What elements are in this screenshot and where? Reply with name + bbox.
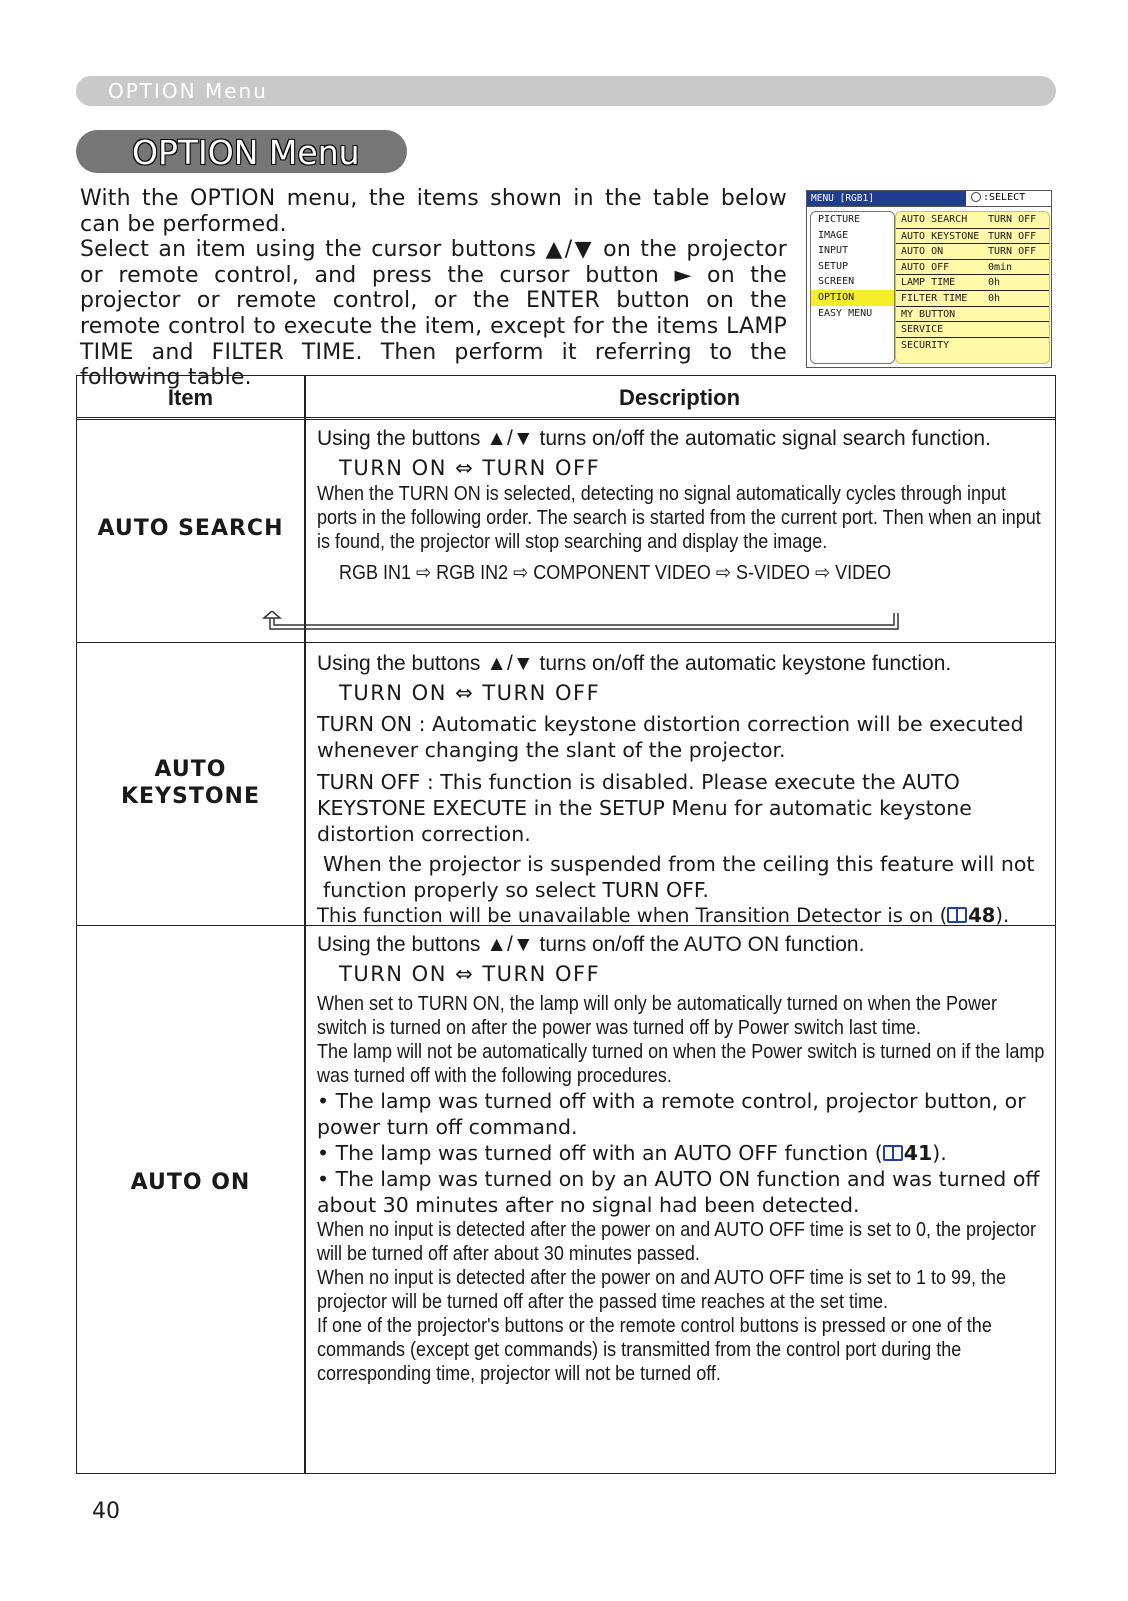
- item-auto-keystone: [77, 756, 304, 810]
- osd-left-item: INPUT: [818, 245, 849, 257]
- auto-search-sequence: RGB IN1 ⇨ RGB IN2 ⇨ COMPONENT VIDEO ⇨ S-VIDEO ⇨ VIDEO: [339, 562, 892, 584]
- osd-right-item: [896, 259, 1049, 275]
- auto-on-note-3: When no input is detected after the power on and AUTO OFF time is set to 0, the projector will be turned off after about 30 minutes passed.: [317, 1219, 1037, 1265]
- osd-item-name: AUTO KEYSTONE: [901, 230, 980, 242]
- osd-right-item: [896, 321, 1049, 337]
- table-row-auto-search: [77, 420, 1055, 642]
- item-auto-keystone-line2: KEYSTONE: [120, 784, 260, 809]
- osd-item-name: LAMP TIME: [901, 277, 956, 289]
- desc-auto-keystone: [317, 649, 1047, 929]
- osd-top-bar: [807, 191, 1051, 207]
- auto-on-lead: Using the buttons ▲/▼ turns on/off the AUTO ON function.: [317, 933, 865, 956]
- auto-keystone-lead: Using the buttons ▲/▼ turns on/off the automatic keystone function.: [317, 652, 952, 675]
- auto-keystone-toggle: TURN ON ⇔ TURN OFF: [339, 681, 601, 705]
- osd-right-item: [896, 228, 1049, 244]
- option-table: [76, 375, 1056, 1474]
- osd-menu-label: MENU [RGB1]: [807, 191, 966, 206]
- intro-paragraph-2: Select an item using the cursor buttons ▲/▼ on the projector or remote control, and press the cursor button ► on the projector or remote control, or the ENTER button on the remote control to execute the item, except for the items LAMP TIME and FILTER TIME. Then perform it referring to the following table.: [80, 237, 787, 391]
- auto-on-note-2: The lamp will not be automatically turned on when the Power switch is turned on if the lamp was turned off with the following procedures.: [317, 1041, 1045, 1087]
- osd-left-item: EASY MENU: [818, 307, 873, 319]
- auto-keystone-turn-on: TURN ON : Automatic keystone distortion correction will be executed whenever changing the slant of the projector.: [317, 712, 1024, 762]
- auto-on-note-1: When set to TURN ON, the lamp will only be automatically turned on when the Power switch is turned on after the power was turned off by Power switch last time.: [317, 993, 997, 1039]
- book-icon: [947, 907, 967, 923]
- select-dial-icon: [971, 192, 981, 202]
- auto-on-bullet-3: • The lamp was turned on by an AUTO ON function and was turned off about 30 minutes after no signal had been detected.: [317, 1167, 1040, 1217]
- osd-item-name: MY BUTTON: [901, 308, 956, 320]
- osd-left-item: PICTURE: [818, 214, 861, 225]
- item-auto-on: AUTO ON: [130, 1170, 251, 1195]
- osd-left-item: IMAGE: [818, 229, 849, 241]
- book-icon: [883, 1145, 903, 1161]
- intro-text: [80, 186, 787, 391]
- page-title-pill: [76, 130, 407, 173]
- table-row-auto-keystone: [77, 642, 1055, 925]
- osd-right-item: [896, 243, 1049, 259]
- osd-right-menu: [895, 211, 1050, 364]
- osd-select-hint: [971, 192, 1025, 203]
- osd-item-value: TURN OFF: [988, 214, 1037, 225]
- osd-item-value: TURN OFF: [988, 230, 1037, 242]
- auto-keystone-turn-off: TURN OFF : This function is disabled. Please execute the AUTO KEYSTONE EXECUTE in the SETUP Menu for automatic keystone distortion correction.: [317, 770, 972, 846]
- bullet-2-text: • The lamp was turned off with an AUTO OFF function (: [317, 1141, 883, 1165]
- auto-on-note-4: When no input is detected after the power on and AUTO OFF time is set to 1 to 99, the projector will be turned off after the passed time reaches at the set time.: [317, 1267, 1007, 1313]
- auto-on-bullet-2: [317, 1140, 1047, 1166]
- osd-item-value: 0min: [988, 261, 1013, 273]
- osd-menu-screenshot: [806, 190, 1052, 368]
- auto-on-bullet-1: • The lamp was turned off with a remote control, projector button, or power turn off command.: [317, 1089, 1026, 1139]
- osd-item-name: FILTER TIME: [901, 292, 968, 304]
- osd-right-item: [896, 337, 1049, 353]
- auto-keystone-ceiling: When the projector is suspended from the ceiling this feature will not function properly so select TURN OFF.: [323, 852, 1035, 902]
- auto-search-lead: Using the buttons ▲/▼ turns on/off the automatic signal search function.: [317, 427, 991, 450]
- section-header-label: OPTION Menu: [108, 79, 268, 103]
- page-ref-41[interactable]: 41: [903, 1141, 933, 1165]
- sequence-loop-arrow: [262, 611, 902, 633]
- osd-left-item-active: OPTION: [811, 290, 894, 306]
- page-ref-48[interactable]: 48: [968, 904, 996, 927]
- osd-item-name: SERVICE: [901, 324, 944, 336]
- osd-item-name: AUTO ON: [901, 246, 944, 258]
- desc-auto-on: [317, 930, 1047, 1386]
- auto-search-toggle: TURN ON ⇔ TURN OFF: [339, 456, 601, 480]
- osd-item-value: TURN OFF: [988, 246, 1037, 258]
- osd-select-label: :SELECT: [983, 192, 1026, 203]
- osd-right-item: [896, 274, 1049, 290]
- section-header-bar: [76, 76, 1056, 106]
- osd-item-name: AUTO SEARCH: [901, 214, 968, 225]
- table-row-auto-on: [77, 925, 1055, 1473]
- header-description: Description: [618, 385, 741, 410]
- osd-left-item: SETUP: [818, 260, 849, 272]
- osd-left-item: SCREEN: [818, 276, 855, 288]
- desc-auto-search: [317, 424, 1047, 585]
- item-auto-search: AUTO SEARCH: [97, 516, 284, 541]
- osd-right-item: [896, 306, 1049, 322]
- osd-item-name: AUTO OFF: [901, 261, 950, 273]
- osd-right-item: [896, 212, 1049, 228]
- page-number: 40: [92, 1499, 120, 1524]
- osd-right-item: [896, 290, 1049, 306]
- auto-on-toggle: TURN ON ⇔ TURN OFF: [339, 962, 601, 986]
- intro-paragraph-1: With the OPTION menu, the items shown in the table below can be performed.: [80, 186, 787, 237]
- osd-item-value: 0h: [988, 277, 1001, 289]
- auto-search-note: When the TURN ON is selected, detecting no signal automatically cycles through input ports in the following order. The search is started from the current port. Then when an input is found, the projector will stop searching and display the image.: [317, 483, 1041, 553]
- transition-text: This function will be unavailable when Transition Detector is on (: [317, 904, 948, 927]
- osd-item-name: SECURITY: [901, 339, 950, 351]
- osd-left-menu: [810, 211, 895, 364]
- osd-item-value: 0h: [988, 292, 1001, 304]
- bullet-2-text-end: ).: [932, 1141, 947, 1165]
- table-header: [77, 376, 1055, 420]
- item-auto-keystone-line1: AUTO: [154, 757, 227, 782]
- auto-on-note-5: If one of the projector's buttons or the remote control buttons is pressed or one of the commands (except get commands) is transmitted from the control port during the corresponding time, projector will not be turned off.: [317, 1315, 992, 1385]
- page-title: OPTION Menu: [132, 133, 360, 172]
- header-item: Item: [167, 385, 214, 410]
- transition-text-end: ).: [995, 904, 1010, 927]
